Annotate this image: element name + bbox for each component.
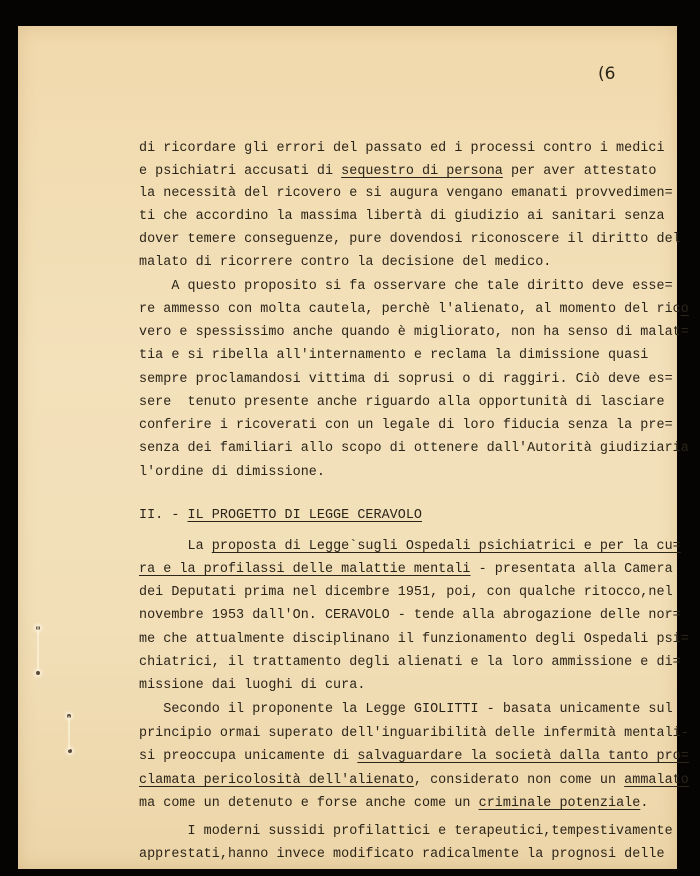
text-segment: e psichiatri accusati di <box>139 164 342 179</box>
text-segment <box>139 539 188 554</box>
section-heading <box>139 508 422 523</box>
text-line <box>139 141 665 156</box>
text-segment: novembre 1953 dall'On. CERAVOLO - tende alla abrogazione delle nor= <box>139 608 681 623</box>
text-line <box>139 796 648 811</box>
text-line <box>139 702 673 717</box>
text-segment: di ricordare gli errori del passato ed i processi contro i medici <box>139 141 665 156</box>
text-line <box>139 465 325 480</box>
text-segment: principio ormai superato dell'inguaribilità delle infermità mentali- <box>139 726 689 741</box>
text-segment: la necessità del ricovero e si augura vengano emanati provvedimen= <box>139 186 673 201</box>
text-line <box>139 302 689 317</box>
text-segment: vero e spessissimo anche quando è migliorato, non ha senso di malat= <box>139 325 689 340</box>
text-segment: re ammesso con molta cautela, perchè l'alienato, al momento del ric <box>139 302 681 317</box>
text-line <box>139 279 673 294</box>
text-segment: A questo proposito si fa osservare che tale diritto deve esse= <box>139 279 673 294</box>
text-segment <box>204 539 212 554</box>
text-line <box>139 209 665 224</box>
text-segment: apprestati,hanno invece modificato radicalmente la prognosi delle <box>139 847 665 862</box>
text-line <box>139 824 673 839</box>
text-line <box>139 655 681 670</box>
text-line <box>139 585 673 600</box>
text-line <box>139 678 365 693</box>
text-line <box>139 749 689 764</box>
underlined-text: ra e la profilassi delle malattie mentali <box>139 562 471 577</box>
text-segment: l'ordine di dimissione. <box>139 465 325 480</box>
text-line <box>139 372 673 387</box>
staple-hole <box>36 671 40 675</box>
text-line <box>139 395 665 410</box>
text-segment: senza dei familiari allo scopo di ottenere dall'Autorità giudiziaria <box>139 441 689 456</box>
text-line <box>139 562 673 577</box>
text-line <box>139 608 681 623</box>
text-segment: malato di ricorrere contro la decisione del medico. <box>139 255 552 270</box>
text-line <box>139 164 657 179</box>
text-line <box>139 773 689 788</box>
text-segment: per aver attestato <box>502 164 657 179</box>
text-line <box>139 186 673 201</box>
text-segment: I moderni sussidi profilattici e terapeutici,tempestivamente <box>139 824 673 839</box>
underlined-text: clamata pericolosità dell'alienato <box>139 773 414 788</box>
text-line <box>139 632 689 647</box>
text-segment: , considerato non come un <box>413 773 625 788</box>
text-segment: ti che accordino la massima libertà di giudizio ai sanitari senza <box>139 209 665 224</box>
text-line <box>139 539 681 554</box>
text-segment: II. - <box>139 508 188 523</box>
text-segment: sempre proclamandosi vittima di soprusi o di raggiri. Ciò deve es= <box>139 372 673 387</box>
paper-crease <box>68 716 70 750</box>
paper-crease <box>37 626 39 670</box>
text-segment: sere tenuto presente anche riguardo alla opportunità di lasciare <box>139 395 665 410</box>
text-segment: Secondo il proponente la Legge GIOLITTI - basata unicamente sul <box>139 702 673 717</box>
text-segment: dei Deputati prima nel dicembre 1951, poi, con qualche ritocco,nel <box>139 585 673 600</box>
text-segment: si preoccupa unicamente di <box>139 749 358 764</box>
text-line <box>139 847 665 862</box>
underlined-text: IL PROGETTO DI LEGGE CERAVOLO <box>187 508 423 523</box>
text-segment: dover temere conseguenze, pure dovendosi riconoscere il diritto del <box>139 232 681 247</box>
underlined-text: salvaguardare la società dalla tanto pro= <box>357 749 689 764</box>
text-segment: ma come un detenuto e forse anche come un <box>139 796 479 811</box>
text-segment: missione dai luoghi di cura. <box>139 678 366 693</box>
text-segment: tia e si ribella all'internamento e reclama la dimissione quasi <box>139 348 649 363</box>
underlined-text: ammalato <box>624 773 689 788</box>
text-line <box>139 348 648 363</box>
underlined-text: sequestro di persona <box>341 164 503 179</box>
text-segment: La <box>187 539 204 554</box>
text-line <box>139 325 689 340</box>
text-line <box>139 441 689 456</box>
text-line <box>139 232 681 247</box>
text-line <box>139 255 551 270</box>
underlined-text: proposta di Legge`sugli Ospedali psichiatrici e per la cu= <box>211 539 681 554</box>
text-segment: - presentata alla Camera <box>470 562 673 577</box>
underlined-text: criminale potenziale <box>478 796 641 811</box>
text-segment: conferire i ricoverati con un legale di loro fiducia senza la pre= <box>139 418 673 433</box>
text-segment: me che attualmente disciplinano il funzionamento degli Ospedali psi= <box>139 632 689 647</box>
page-number: (6 <box>598 64 616 84</box>
text-line <box>139 418 673 433</box>
underlined-text: o <box>680 302 689 317</box>
text-line <box>139 726 689 741</box>
text-segment: chiatrici, il trattamento degli alienati e la loro ammissione e di= <box>139 655 681 670</box>
text-segment: . <box>640 796 649 811</box>
